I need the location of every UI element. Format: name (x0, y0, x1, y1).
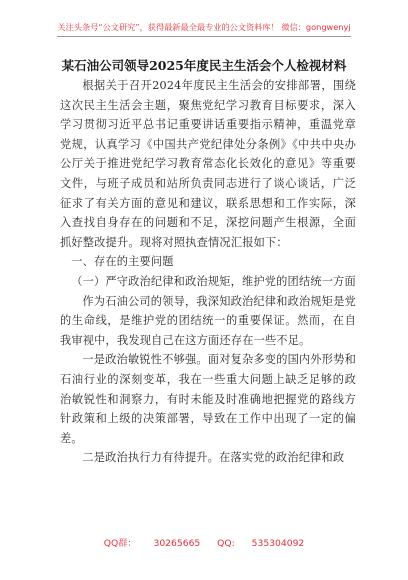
paragraph-point-two: 二是政治执行力有待提升。在落实党的政治纪律和政 (82, 451, 345, 465)
paragraph-intro: 根据关于召开2024年度民主生活会的安排部署，围绕这次民主生活会主题，聚焦党纪学习教育目标要求，深入学习贯彻习近平总书记重要讲话重要指示精神，重温党章党规，认真学习《中国共产党纪律处分条例》《中共中央办公厅关于推进党纪学习教育常态化长效化的意见》等重要文件，与班子成员和站所负责同志进行了谈心谈话，广泛征求了有关方面的意见和建议，联系思想和工作实际，深入查找自身存在的问题和不足，深挖问题产生根源，全面抓好整改提升。现将对照执查情况汇报如下： (60, 79, 356, 249)
paragraph-self-review: 作为石油公司的领导，我深知政治纪律和政治规矩是党的生命线，是维护党的团结统一的重要保证。然而，在自我审视中，我发现自己在这方面还存在一些不足。 (60, 294, 356, 347)
header-divider (57, 36, 351, 37)
document-body (60, 76, 356, 468)
paragraph-point-one: 一是政治敏锐性不够强。面对复杂多变的国内外形势和石油行业的深刻变革，我在一些重大问题上缺乏足够的政治敏锐性和洞察力，有时未能及时准确地把握党的路线方针政策和上级的决策部署，导致在工作中出现了一定的偏差。 (60, 353, 356, 445)
section-heading-problems: 一、存在的主要问题 (71, 255, 174, 269)
footer-contact: QQ群： 30265665 QQ: 535304092 (103, 538, 305, 549)
header-notice: 关注头条号“公文研究”，获得最新最全最专业的公文资料库！ 微信：gongwenyj (57, 22, 351, 32)
subsection-heading-discipline: （一）严守政治纪律和政治规矩，维护党的团结统一方面 (71, 274, 356, 288)
document-title: 某石油公司领导2025年度民主生活会个人检视材料 (61, 58, 347, 73)
